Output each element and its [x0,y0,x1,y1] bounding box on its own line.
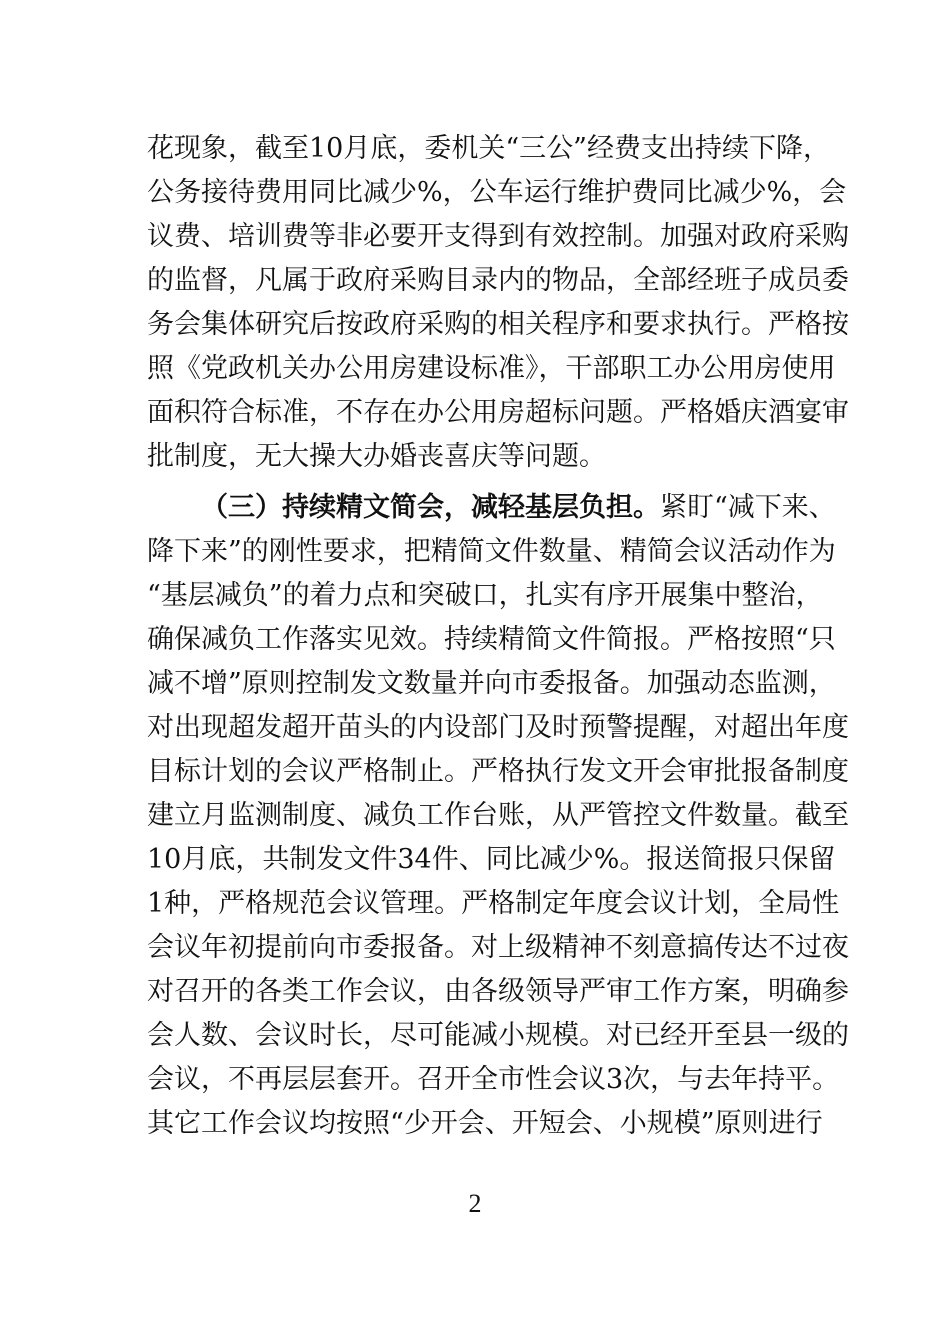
section-line-6: 目标计划的会议严格制止。严格执行发文开会审批报备制度 [147,756,849,787]
section-line-2: “基层减负”的着力点和突破口，扎实有序开展集中整治， [147,580,823,611]
section-line-14: 其它工作会议均按照“少开会、开短会、小规模”原则进行 [147,1108,823,1139]
page-number: 2 [468,1189,482,1218]
section-line-12: 会人数、会议时长，尽可能减小规模。对已经开至县一级的 [147,1020,849,1051]
section-line-5: 对出现超发超开苗头的内设部门及时预警提醒，对超出年度 [147,712,849,743]
text-line-3: 议费、培训费等非必要开支得到有效控制。加强对政府采购 [147,221,849,252]
text-line-7: 面积符合标准，不存在办公用房超标问题。严格婚庆酒宴审 [147,397,849,428]
text-line-4: 的监督，凡属于政府采购目录内的物品，全部经班子成员委 [147,265,849,296]
text-line-5: 务会集体研究后按政府采购的相关程序和要求执行。严格按 [147,309,849,340]
section-line-3: 确保减负工作落实见效。持续精简文件简报。严格按照“只 [147,624,836,655]
section-heading-line [201,486,836,530]
section-heading-continuation: 紧盯“减下来、 [660,492,836,523]
section-line-13: 会议，不再层层套开。召开全市性会议3次，与去年持平。 [147,1064,840,1095]
section-line-8: 10月底，共制发文件34件、同比减少%。报送简报只保留 [147,844,836,875]
section-line-1: 降下来”的刚性要求，把精简文件数量、精简会议活动作为 [147,536,836,567]
section-line-10: 会议年初提前向市委报备。对上级精神不刻意搞传达不过夜 [147,932,849,963]
section-line-4: 减不增”原则控制发文数量并向市委报备。加强动态监测， [147,668,836,699]
text-line-8: 批制度，无大操大办婚丧喜庆等问题。 [147,441,606,472]
text-line-1: 花现象，截至10月底，委机关“三公”经费支出持续下降， [147,133,830,164]
section-line-9: 1种，严格规范会议管理。严格制定年度会议计划，全局性 [147,888,840,919]
text-line-6: 照《党政机关办公用房建设标准》，干部职工办公用房使用 [147,353,836,384]
section-heading: （三）持续精文简会，减轻基层负担。 [201,492,660,523]
section-line-7: 建立月监测制度、减负工作台账，从严管控文件数量。截至 [147,800,849,831]
text-line-2: 公务接待费用同比减少%，公车运行维护费同比减少%，会 [147,177,847,208]
section-line-11: 对召开的各类工作会议，由各级领导严审工作方案，明确参 [147,976,849,1007]
